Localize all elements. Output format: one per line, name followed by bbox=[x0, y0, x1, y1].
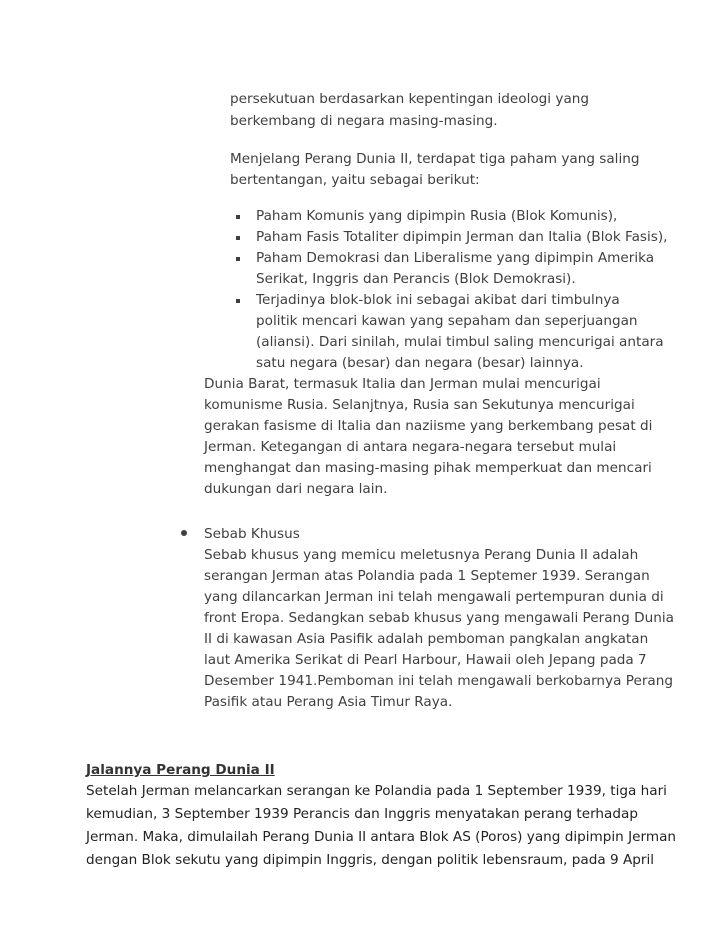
list-item-continuation: satu negara (besar) dan negara (besar) lainnya. bbox=[256, 355, 584, 371]
section-heading: Jalannya Perang Dunia II bbox=[86, 762, 275, 778]
square-bullet-icon bbox=[236, 236, 240, 240]
paragraph-line: II di kawasan Asia Pasifik adalah pemboman pangkalan angkatan bbox=[204, 631, 649, 647]
list-item: Paham Demokrasi dan Liberalisme yang dipimpin Amerika bbox=[256, 250, 655, 266]
paragraph-line: komunisme Rusia. Selanjtnya, Rusia san Sekutunya mencurigai bbox=[204, 397, 635, 413]
body-line: kemudian, 3 September 1939 Perancis dan Inggris menyatakan perang terhadap bbox=[86, 806, 638, 822]
intro-line: Menjelang Perang Dunia II, terdapat tiga paham yang saling bbox=[230, 151, 640, 167]
square-bullet-icon bbox=[236, 299, 240, 303]
paragraph-line: Dunia Barat, termasuk Italia dan Jerman mulai mencurigai bbox=[204, 376, 601, 392]
list-item-continuation: (aliansi). Dari sinilah, mulai timbul saling mencurigai antara bbox=[256, 334, 664, 350]
square-bullet-icon bbox=[236, 257, 240, 261]
intro-line: berkembang di negara masing-masing. bbox=[230, 113, 498, 129]
paragraph-line: front Eropa. Sedangkan sebab khusus yang mengawali Perang Dunia bbox=[204, 610, 674, 626]
round-bullet-icon bbox=[181, 530, 187, 536]
paragraph-line: gerakan fasisme di Italia dan naziisme yang berkembang pesat di bbox=[204, 418, 653, 434]
intro-line: bertentangan, yaitu sebagai berikut: bbox=[230, 172, 480, 188]
paragraph-line: serangan Jerman atas Polandia pada 1 Septemer 1939. Serangan bbox=[204, 568, 650, 584]
paragraph-line: Desember 1941.Pemboman ini telah mengawali berkobarnya Perang bbox=[204, 673, 673, 689]
paragraph-line: Jerman. Ketegangan di antara negara-negara tersebut mulai bbox=[204, 439, 617, 455]
body-line: Setelah Jerman melancarkan serangan ke Polandia pada 1 September 1939, tiga hari bbox=[86, 783, 667, 799]
paragraph-line: yang dilancarkan Jerman ini telah mengawali pertempuran dunia di bbox=[204, 589, 664, 605]
list-item: Terjadinya blok-blok ini sebagai akibat dari timbulnya bbox=[256, 292, 620, 308]
paragraph-line: Pasifik atau Perang Asia Timur Raya. bbox=[204, 694, 453, 710]
paragraph-line: Sebab khusus yang memicu meletusnya Perang Dunia II adalah bbox=[204, 547, 639, 563]
paragraph-line: menghangat dan masing-masing pihak memperkuat dan mencari bbox=[204, 460, 652, 476]
list-item-continuation: politik mencari kawan yang sepaham dan seperjuangan bbox=[256, 313, 638, 329]
body-line: dengan Blok sekutu yang dipimpin Inggris, dengan politik lebensraum, pada 9 April bbox=[86, 852, 655, 868]
paragraph-line: laut Amerika Serikat di Pearl Harbour, Hawaii oleh Jepang pada 7 bbox=[204, 652, 647, 668]
list-item: Paham Komunis yang dipimpin Rusia (Blok Komunis), bbox=[256, 208, 618, 224]
paragraph-line: dukungan dari negara lain. bbox=[204, 481, 388, 497]
intro-line: persekutuan berdasarkan kepentingan ideologi yang bbox=[230, 91, 590, 107]
square-bullet-icon bbox=[236, 215, 240, 219]
list-item: Paham Fasis Totaliter dipimpin Jerman dan Italia (Blok Fasis), bbox=[256, 229, 668, 245]
sebab-khusus-title: Sebab Khusus bbox=[204, 526, 300, 542]
body-line: Jerman. Maka, dimulailah Perang Dunia II antara Blok AS (Poros) yang dipimpin Jerman bbox=[86, 829, 677, 845]
list-item-continuation: Serikat, Inggris dan Perancis (Blok Demokrasi). bbox=[256, 271, 576, 287]
